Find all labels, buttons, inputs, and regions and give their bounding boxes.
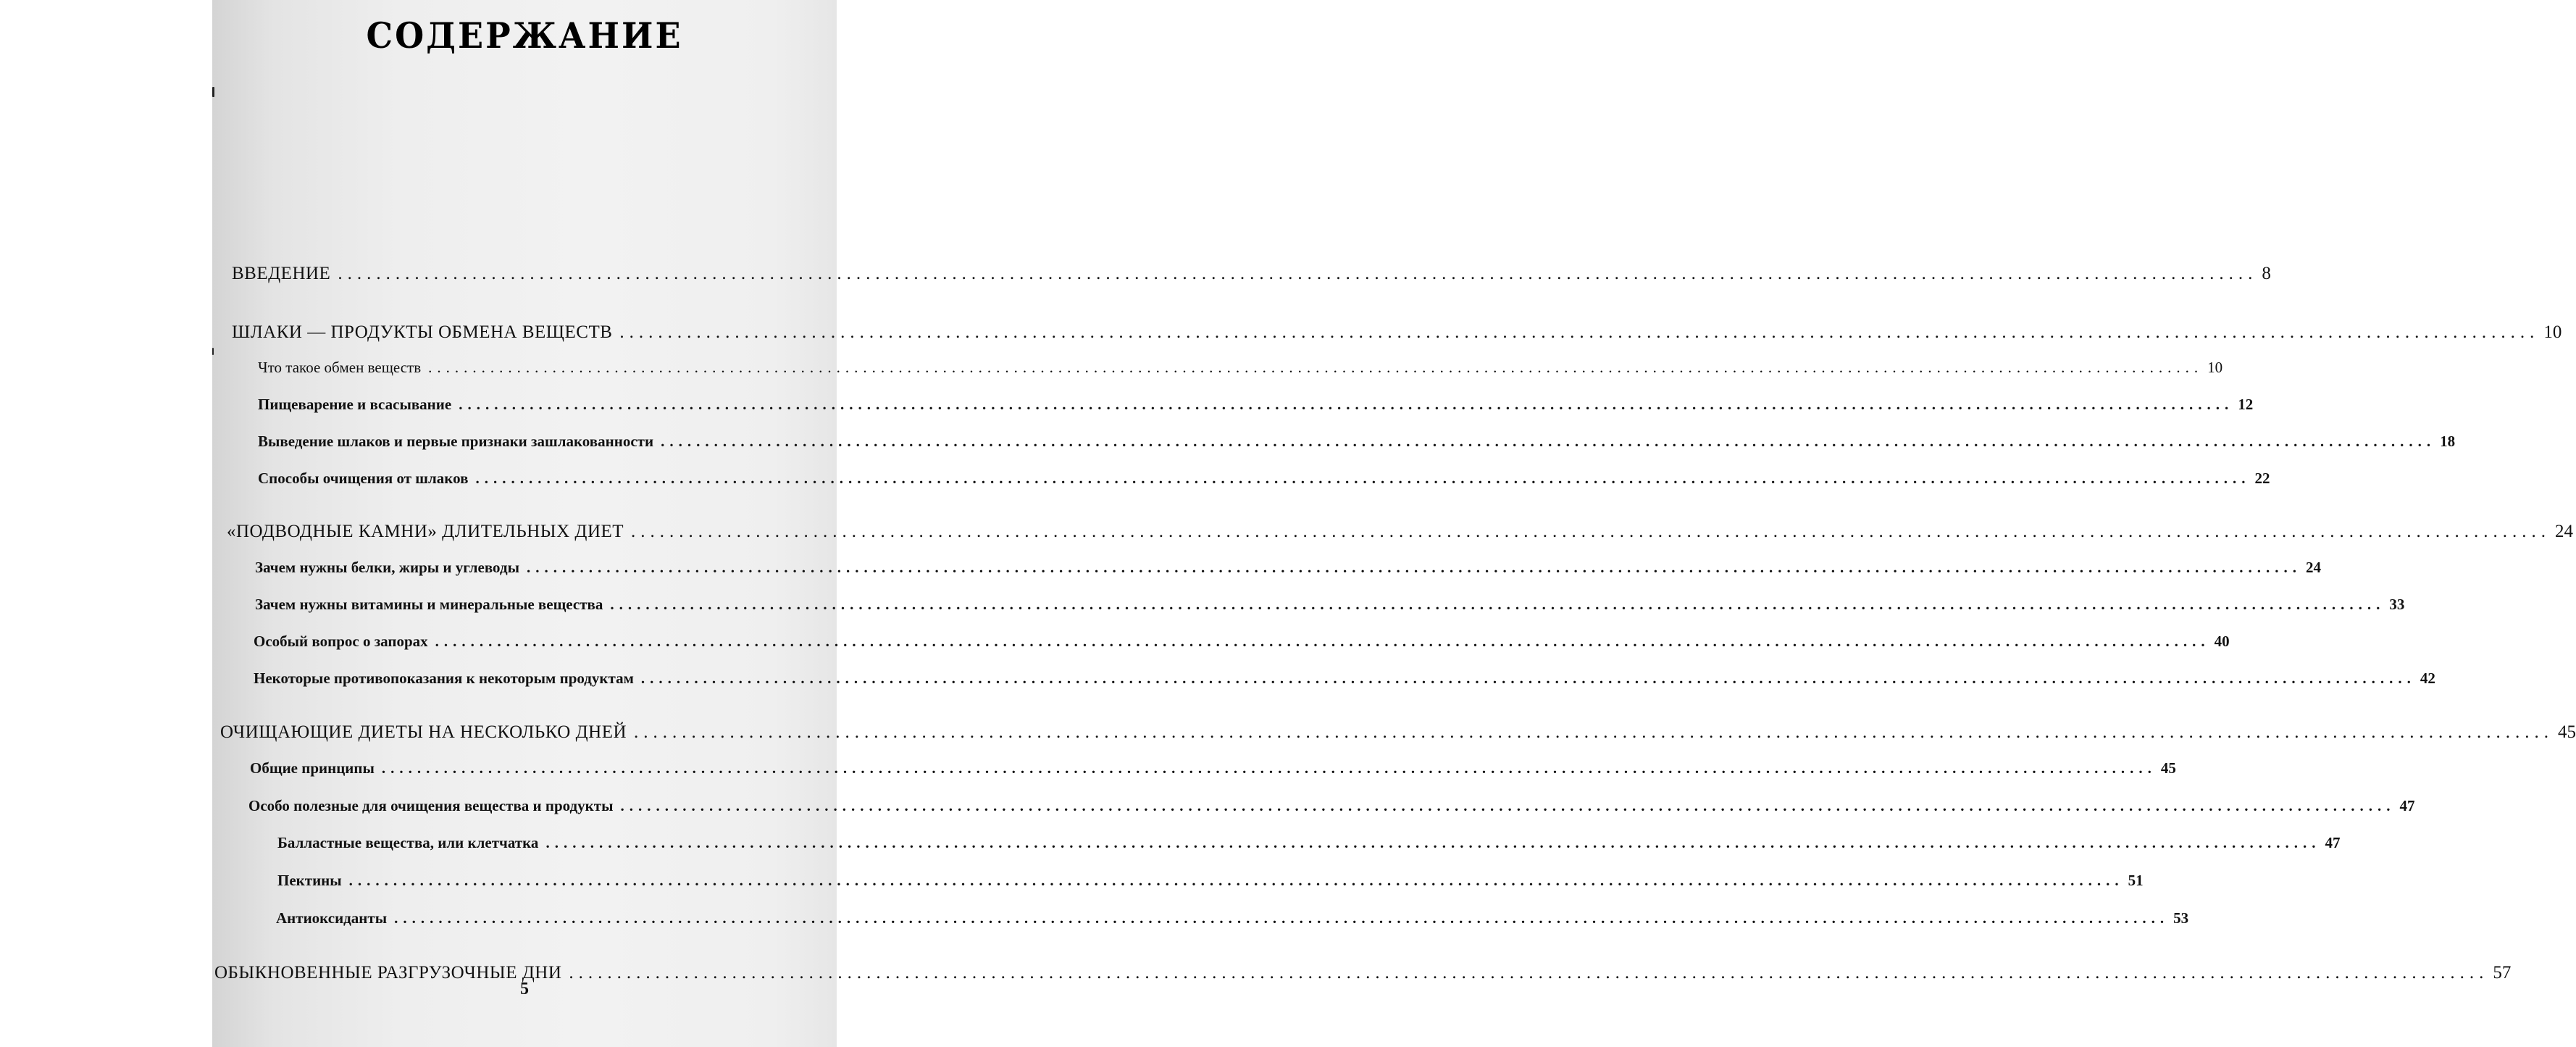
toc-entry [232, 322, 2562, 347]
toc-dot-leader: ........................................................................................................................................................................................................ [620, 797, 2396, 814]
toc-entry-page: 47 [2399, 797, 2415, 814]
toc-entry-label: Что такое обмен веществ [258, 359, 422, 376]
toc-dot-leader: ........................................................................................................................................................................................................ [640, 670, 2416, 687]
toc-entry-page: 8 [2262, 264, 2271, 283]
toc-entry [220, 722, 2576, 747]
toc-entry-label: Антиоксиданты [276, 909, 388, 927]
toc-entry-page: 24 [2305, 559, 2321, 576]
toc-dot-leader: ........................................................................................................................................................................................................ [475, 470, 2251, 487]
toc-entry-label: Пектины [277, 872, 342, 889]
toc-entry-label: ВВЕДЕНИЕ [232, 264, 331, 283]
toc-entry-page: 10 [2207, 359, 2223, 376]
toc-entry-label: Пищеварение и всасывание [258, 396, 452, 413]
toc-entry [277, 834, 2341, 859]
toc-dot-leader: ........................................................................................................................................................................................................ [569, 963, 2489, 983]
toc-entry [255, 559, 2321, 583]
toc-dot-leader: ........................................................................................................................................................................................................ [435, 633, 2210, 650]
toc-entry [250, 759, 2176, 784]
toc-entry [258, 396, 2254, 420]
page-number: 5 [520, 980, 529, 998]
toc-entry-label: Общие принципы [250, 759, 375, 777]
toc-entry [254, 633, 2230, 657]
toc-entry-page: 42 [2420, 670, 2435, 687]
toc-entry [258, 359, 2223, 383]
toc-entry [258, 433, 2456, 457]
toc-entry-page: 57 [2493, 963, 2512, 983]
toc-entry-label: ОЧИЩАЮЩИЕ ДИЕТЫ НА НЕСКОЛЬКО ДНЕЙ [220, 722, 627, 742]
toc-entry-label: Способы очищения от шлаков [258, 470, 469, 487]
toc-entry [277, 872, 2144, 896]
toc-entry-page: 10 [2543, 322, 2562, 342]
toc-entry-label: Особый вопрос о запорах [254, 633, 428, 650]
toc-dot-leader: ........................................................................................................................................................................................................ [526, 559, 2301, 576]
toc-entry-page: 40 [2214, 633, 2230, 650]
toc-dot-leader: ........................................................................................................................................................................................................ [619, 322, 2540, 342]
scan-speck [212, 87, 214, 97]
toc-dot-leader: ........................................................................................................................................................................................................ [428, 359, 2204, 376]
toc-entry [276, 909, 2189, 934]
toc-entry [255, 596, 2405, 620]
toc-entry-label: ШЛАКИ — ПРОДУКТЫ ОБМЕНА ВЕЩЕСТВ [232, 322, 613, 342]
toc-entry [248, 797, 2415, 822]
toc-entry-label: «ПОДВОДНЫЕ КАМНИ» ДЛИТЕЛЬНЫХ ДИЕТ [227, 522, 624, 541]
toc-dot-leader: ........................................................................................................................................................................................................ [348, 872, 2124, 889]
scan-speck [212, 348, 214, 355]
toc-entry-label: Выведение шлаков и первые признаки зашлакованности [258, 433, 654, 450]
toc-dot-leader: ........................................................................................................................................................................................................ [459, 396, 2234, 413]
toc-entry [232, 264, 2271, 288]
toc-entry-label: Балластные вещества, или клетчатка [277, 834, 539, 851]
toc-dot-leader: ........................................................................................................................................................................................................ [661, 433, 2436, 450]
toc-dot-leader: ........................................................................................................................................................................................................ [394, 909, 2170, 927]
toc-dot-leader: ........................................................................................................................................................................................................ [634, 722, 2554, 742]
toc-entry [258, 470, 2270, 494]
toc-entry-page: 45 [2160, 759, 2176, 777]
toc-dot-leader: ........................................................................................................................................................................................................ [381, 759, 2157, 777]
toc-entry-label: Зачем нужны витамины и минеральные вещества [255, 596, 603, 613]
toc-entry-page: 47 [2325, 834, 2341, 851]
toc-entry-page: 33 [2389, 596, 2405, 613]
book-page [212, 0, 2576, 1047]
toc-dot-leader: ........................................................................................................................................................................................................ [610, 596, 2385, 613]
toc-entry-label: Зачем нужны белки, жиры и углеводы [255, 559, 519, 576]
toc-entry-page: 22 [2254, 470, 2270, 487]
toc-entry-page: 53 [2173, 909, 2189, 927]
toc-entry-page: 51 [2128, 872, 2144, 889]
toc-dot-leader: ........................................................................................................................................................................................................ [631, 522, 2551, 541]
toc-entry-page: 12 [2238, 396, 2254, 413]
toc-entry [254, 670, 2435, 694]
page-title: СОДЕРЖАНИЕ [366, 14, 683, 57]
toc-entry-label: Особо полезные для очищения вещества и продукты [248, 797, 614, 814]
toc-entry-page: 45 [2558, 722, 2576, 742]
toc-dot-leader: ........................................................................................................................................................................................................ [545, 834, 2321, 851]
toc-dot-leader: ........................................................................................................................................................................................................ [338, 264, 2258, 283]
toc-entry [227, 522, 2574, 546]
toc-entry-page: 24 [2555, 522, 2574, 541]
toc-entry-label: Некоторые противопоказания к некоторым продуктам [254, 670, 634, 687]
toc-entry-label: ОБЫКНОВЕННЫЕ РАЗГРУЗОЧНЫЕ ДНИ [214, 963, 562, 983]
toc-entry-page: 18 [2440, 433, 2456, 450]
